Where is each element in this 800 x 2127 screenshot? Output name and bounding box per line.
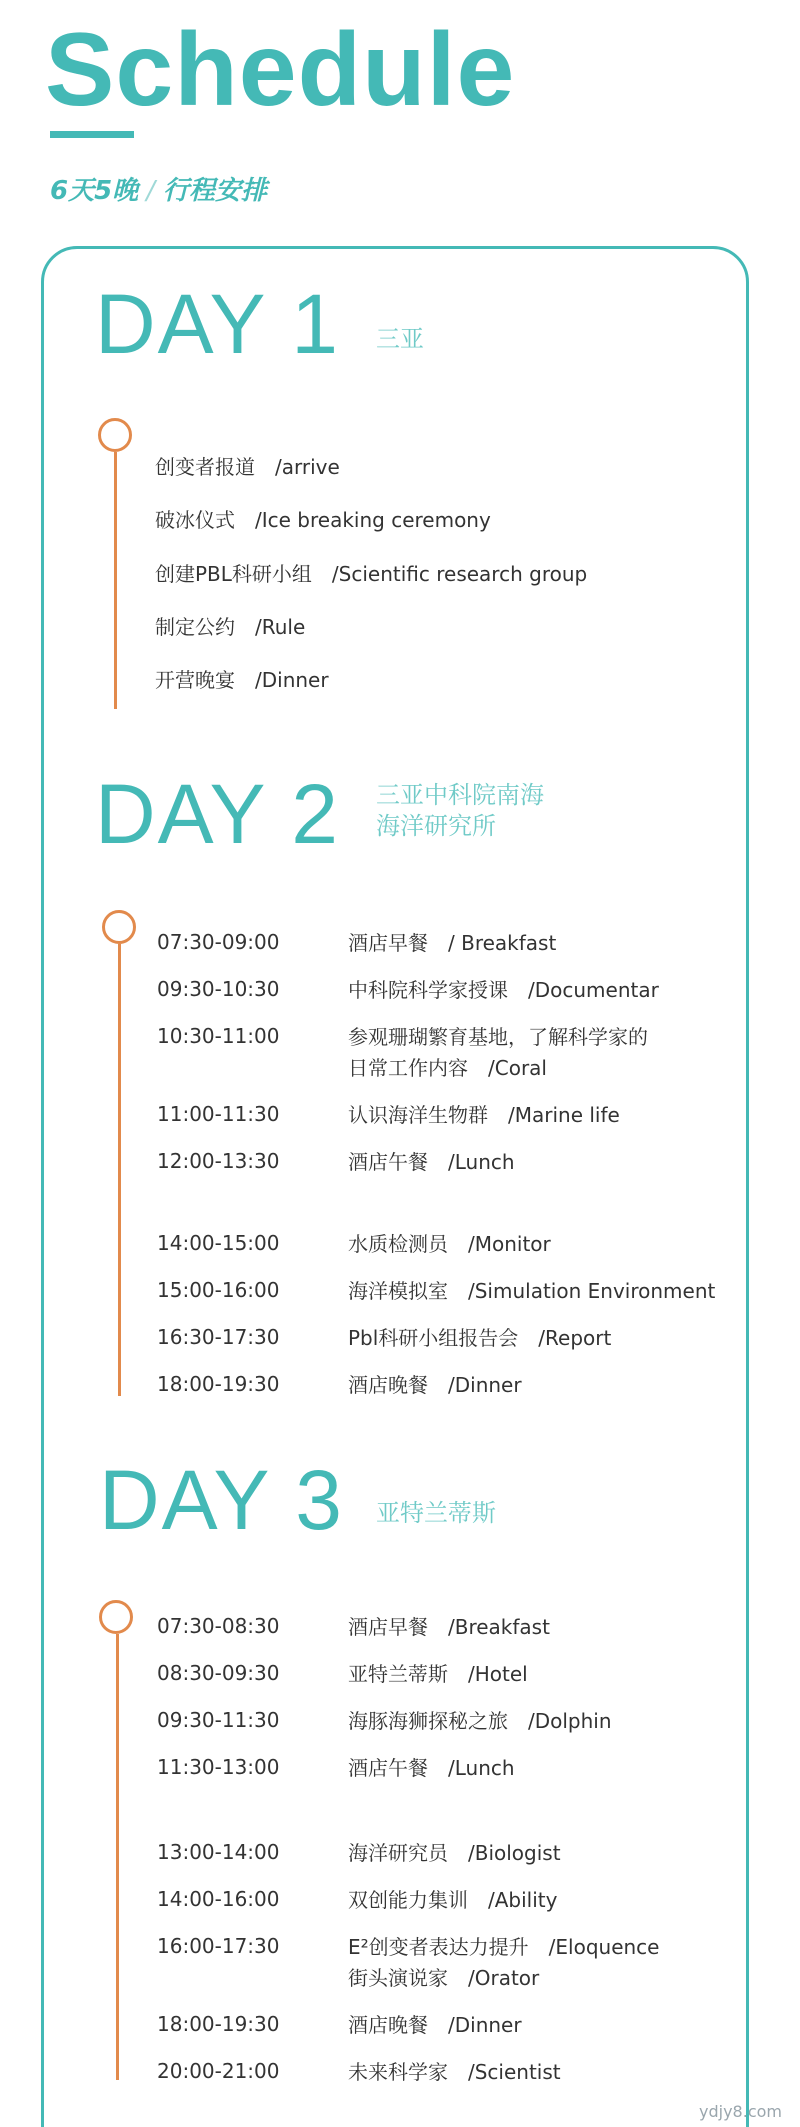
day3-activity: 酒店午餐 /Lunch: [348, 1756, 515, 1780]
day2-place: [376, 780, 544, 842]
day2-activity: 酒店午餐 /Lunch: [348, 1150, 515, 1174]
day2-activity: 水质检测员 /Monitor: [348, 1232, 551, 1256]
day2-activity-line: 日常工作内容 /Coral: [348, 1056, 547, 1080]
day2-time: 14:00-15:00: [157, 1231, 280, 1255]
day3-activity: 未来科学家 /Scientist: [348, 2060, 561, 2084]
day2-activity: Pbl科研小组报告会 /Report: [348, 1326, 612, 1350]
subtitle-itinerary: 行程安排: [162, 176, 267, 206]
day2-activity-line: 参观珊瑚繁育基地，了解科学家的: [348, 1025, 648, 1049]
day2-time: 09:30-10:30: [157, 977, 280, 1001]
day2-time: 11:00-11:30: [157, 1102, 280, 1126]
day1-timeline-line: [114, 452, 117, 709]
day3-activity: 海豚海狮探秘之旅 /Dolphin: [348, 1709, 612, 1733]
day1-item: 创建PBL科研小组 /Scientific research group: [155, 562, 588, 586]
page-title: Schedule: [45, 12, 516, 128]
day2-activity: 认识海洋生物群 /Marine life: [348, 1103, 620, 1127]
day3-activity: 海洋研究员 /Biologist: [348, 1841, 561, 1865]
day2-header: [95, 767, 545, 861]
day2-timeline-node: [102, 910, 136, 944]
day1-item: 创变者报道 /arrive: [155, 455, 340, 479]
day3-place: 亚特兰蒂斯: [376, 1499, 497, 1527]
day2-time: 18:00-19:30: [157, 1372, 280, 1396]
day1-header: [95, 277, 425, 371]
title-underline: [50, 131, 134, 138]
subtitle-duration: 6天5晚: [50, 176, 139, 206]
day3-time: 09:30-11:30: [157, 1708, 280, 1732]
day2-activity: 酒店早餐 / Breakfast: [348, 931, 557, 955]
day3-activity: 双创能力集训 /Ability: [348, 1888, 558, 1912]
site-watermark: ydjy8.com: [699, 2102, 782, 2121]
day1-item: 破冰仪式 /Ice breaking ceremony: [155, 508, 491, 532]
day3-time: 11:30-13:00: [157, 1755, 280, 1779]
day3-time: 13:00-14:00: [157, 1840, 280, 1864]
day3-activity: 酒店早餐 /Breakfast: [348, 1615, 550, 1639]
day3-timeline-node: [99, 1600, 133, 1634]
day2-heading: DAY 2: [95, 767, 341, 861]
day3-activity: 酒店晚餐 /Dinner: [348, 2013, 522, 2037]
day2-time: 07:30-09:00: [157, 930, 280, 954]
day2-place-line: 海洋研究所: [376, 812, 497, 841]
day1-item: 开营晚宴 /Dinner: [155, 668, 329, 692]
day1-timeline-node: [98, 418, 132, 452]
day2-timeline-line: [118, 944, 121, 1396]
day3-time: 18:00-19:30: [157, 2012, 280, 2036]
day1-place: 三亚: [376, 325, 425, 353]
day2-time: 10:30-11:00: [157, 1024, 280, 1048]
day2-time: 12:00-13:30: [157, 1149, 280, 1173]
day3-time: 08:30-09:30: [157, 1661, 280, 1685]
day3-activity-line: E²创变者表达力提升 /Eloquence: [348, 1935, 660, 1959]
page-subtitle: [50, 178, 267, 204]
day3-time: 07:30-08:30: [157, 1614, 280, 1638]
day2-activity: 酒店晚餐 /Dinner: [348, 1373, 522, 1397]
day3-header: [99, 1453, 497, 1547]
day2-place-line: 三亚中科院南海: [376, 781, 545, 809]
day1-item: 制定公约 /Rule: [155, 615, 306, 639]
day3-activity: 亚特兰蒂斯 /Hotel: [348, 1662, 528, 1686]
day2-activity: [348, 1022, 648, 1084]
subtitle-divider: /: [146, 176, 155, 206]
day3-activity: [348, 1932, 659, 1994]
day2-activity: 中科院科学家授课 /Documentar: [348, 978, 659, 1002]
day3-time: 14:00-16:00: [157, 1887, 280, 1911]
day2-activity: 海洋模拟室 /Simulation Environment: [348, 1279, 716, 1303]
day3-heading: DAY 3: [99, 1453, 345, 1547]
day3-timeline-line: [116, 1634, 119, 2080]
day1-heading: DAY 1: [95, 277, 341, 371]
day3-time: 20:00-21:00: [157, 2059, 280, 2083]
day3-time: 16:00-17:30: [157, 1934, 280, 1958]
day3-activity-line: 街头演说家 /Orator: [348, 1966, 540, 1990]
day2-time: 16:30-17:30: [157, 1325, 280, 1349]
day2-time: 15:00-16:00: [157, 1278, 280, 1302]
